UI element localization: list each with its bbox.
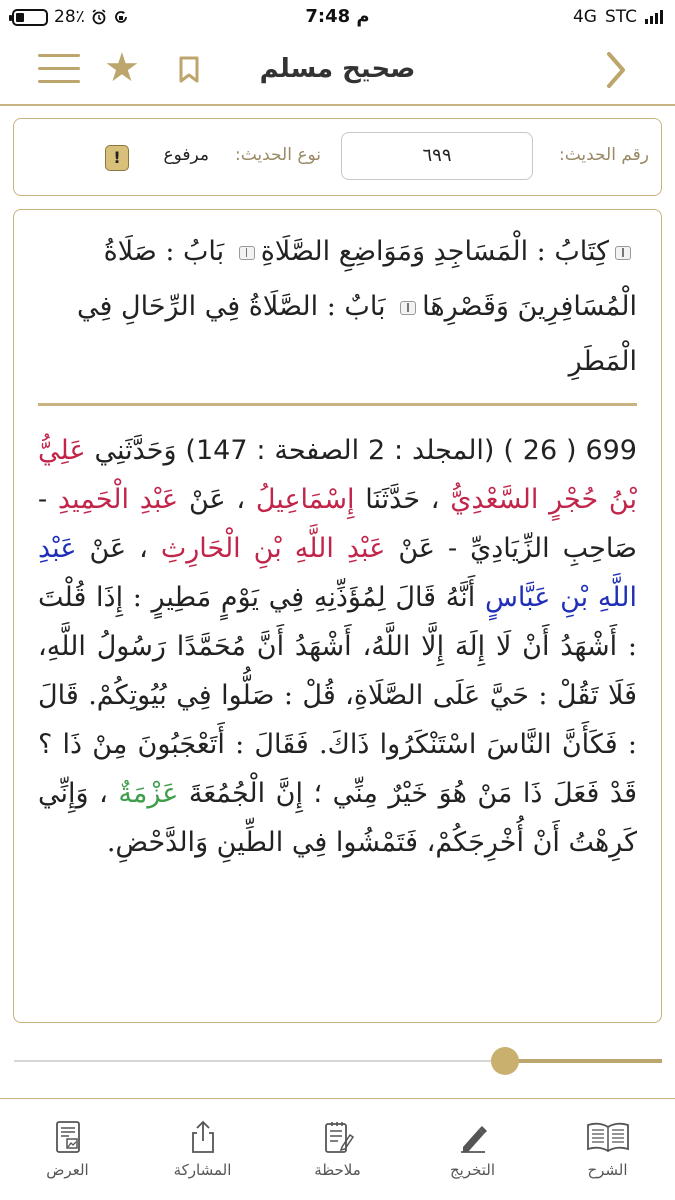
font-size-slider[interactable] bbox=[14, 1046, 662, 1076]
pen-icon bbox=[457, 1119, 489, 1155]
info-icon[interactable] bbox=[615, 246, 631, 260]
hadith-text-segment: - صَاحِبِ الزِّيَادِيِّ - عَنْ bbox=[38, 484, 637, 564]
highlighted-word[interactable]: عَزْمَةٌ bbox=[118, 778, 179, 809]
app-header bbox=[0, 36, 675, 106]
toolbar-share-button[interactable] bbox=[135, 1099, 270, 1200]
toolbar-note-button[interactable] bbox=[270, 1099, 405, 1200]
narrator-link[interactable]: إِسْمَاعِيلُ bbox=[255, 484, 355, 515]
book-title[interactable]: كِتَابُ : الْمَسَاجِدِ وَمَوَاضِعِ الصَّلَاةِ bbox=[260, 236, 609, 267]
narrator-link[interactable]: عَلِيُّ بْنُ حُجْرٍ السَّعْدِيُّ bbox=[38, 435, 637, 515]
hadith-text-segment: ، عَنْ bbox=[89, 533, 148, 564]
chapter-heading bbox=[38, 210, 637, 389]
battery-level: 28٪ bbox=[54, 7, 85, 27]
open-book-icon bbox=[585, 1119, 631, 1155]
signal-bars-icon bbox=[645, 10, 663, 24]
hadith-number-label: رقم الحديث: bbox=[558, 145, 649, 165]
narrator-link[interactable]: عَبْدِ الْحَمِيدِ bbox=[57, 484, 179, 515]
companion-link[interactable]: عَبْدِ اللَّهِ بْنِ عَبَّاسٍ bbox=[38, 533, 637, 613]
hadith-text-segment: ، عَنْ bbox=[188, 484, 246, 515]
toolbar-label: العرض bbox=[46, 1161, 89, 1179]
hadith-text-segment: وَحَدَّثَنِي bbox=[94, 435, 177, 466]
slider-thumb[interactable] bbox=[491, 1047, 519, 1075]
hadith-reference: 699 ( 26 ) (المجلد : 2 الصفحة : 147) bbox=[185, 435, 637, 466]
toolbar-display-button[interactable] bbox=[0, 1099, 135, 1200]
chevron-right-icon[interactable] bbox=[605, 50, 629, 90]
toolbar-explanation-button[interactable] bbox=[540, 1099, 675, 1200]
hadith-type-value: مرفوع bbox=[163, 145, 209, 165]
hadith-info-card bbox=[13, 118, 662, 196]
section-title[interactable]: بَابٌ : الصَّلَاةُ فِي الرِّحَالِ فِي الْمَطَرِ bbox=[77, 291, 637, 377]
narrator-link[interactable]: عَبْدِ اللَّهِ بْنِ الْحَارِثِ bbox=[160, 533, 386, 564]
toolbar-takhrij-button[interactable] bbox=[405, 1099, 540, 1200]
network-type: 4G bbox=[572, 7, 597, 27]
status-bar bbox=[0, 0, 675, 36]
hadith-text-segment: ، حَدَّثَنَا bbox=[365, 484, 440, 515]
bottom-toolbar bbox=[0, 1098, 675, 1200]
hadith-type-label: نوع الحديث: bbox=[234, 145, 321, 165]
slider-track-filled bbox=[505, 1059, 662, 1063]
divider bbox=[38, 403, 637, 406]
hadith-text-segment: أَنَّهُ قَالَ لِمُؤَذِّنِهِ فِي يَوْمٍ مَطِيرٍ : إِذَا قُلْتَ : أَشْهَدُ أَنْ لَا إِلَهَ إِلَّا اللَّهُ، أَشْهَدُ أَنَّ مُحَمَّدًا رَسُولُ اللَّهِ، فَلَا تَقُلْ : حَيَّ عَلَى الصَّلَاةِ، قُلْ : صَلُّوا فِي بُيُوتِكُمْ. قَالَ : فَكَأَنَّ النَّاسَ اسْتَنْكَرُوا ذَاكَ. فَقَالَ : أَتَعْجَبُونَ مِنْ ذَا ؟ قَدْ فَعَلَ ذَا مَنْ هُوَ خَيْرٌ مِنِّي ؛ إِنَّ الْجُمُعَةَ bbox=[38, 582, 637, 809]
hadith-content-card bbox=[13, 209, 662, 1023]
toolbar-label: المشاركة bbox=[173, 1161, 232, 1179]
display-icon bbox=[53, 1119, 83, 1155]
carrier-name: STC bbox=[604, 7, 637, 27]
book-icon[interactable] bbox=[400, 301, 416, 315]
hadith-text-segment: ، وَإِنِّي كَرِهْتُ أَنْ أُخْرِجَكُمْ، فَتَمْشُوا فِي الطِّينِ وَالدَّحْضِ. bbox=[38, 778, 637, 858]
star-icon[interactable]: ★ bbox=[104, 45, 140, 91]
status-time: 7:48 م bbox=[305, 6, 370, 27]
hadith-text bbox=[38, 426, 637, 867]
warning-icon[interactable]: ! bbox=[105, 145, 129, 171]
share-icon bbox=[188, 1119, 218, 1155]
page-title: صحيح مسلم bbox=[259, 54, 416, 84]
note-icon bbox=[322, 1119, 354, 1155]
toolbar-label: الشرح bbox=[587, 1161, 628, 1179]
slider-track bbox=[14, 1060, 491, 1062]
chapter-title[interactable]: بَابُ : صَلَاةُ الْمُسَافِرِينَ وَقَصْرِهَا bbox=[103, 236, 637, 322]
status-right bbox=[573, 7, 663, 27]
toolbar-label: ملاحظة bbox=[314, 1161, 361, 1179]
hadith-number-field[interactable]: ٦٩٩ bbox=[341, 132, 533, 180]
toolbar-label: التخريج bbox=[449, 1161, 496, 1179]
book-icon[interactable] bbox=[239, 246, 255, 260]
